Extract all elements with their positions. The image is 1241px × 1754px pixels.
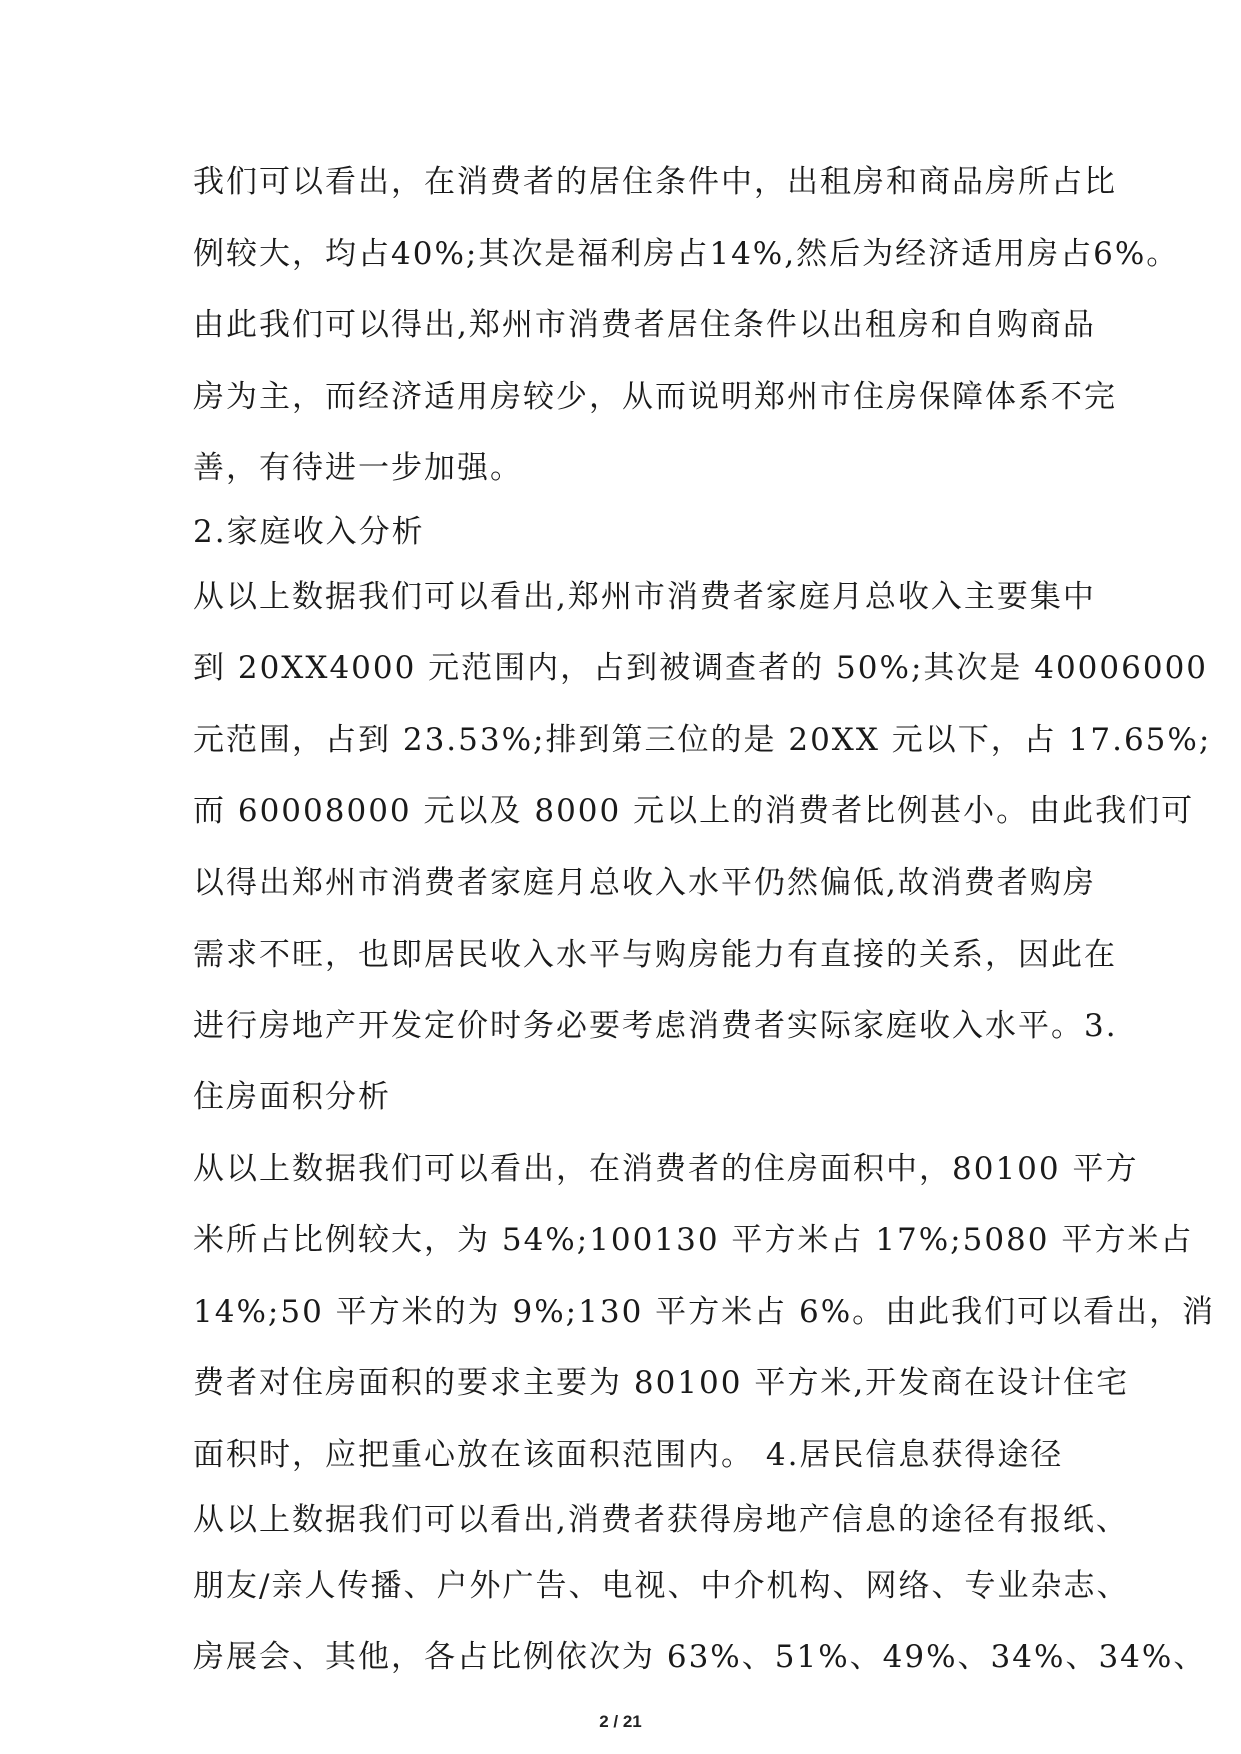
text-line: 费者对住房面积的要求主要为 80100 平方米,开发商在设计住宅: [193, 1365, 1130, 1401]
text-line: 14%;50 平方米的为 9%;130 平方米占 6%。由此我们可以看出，消: [193, 1294, 1216, 1330]
text-line: 由此我们可以得出,郑州市消费者居住条件以出租房和自购商品: [193, 307, 1096, 343]
text-line: 元范围，占到 23.53%;排到第三位的是 20XX 元以下，占 17.65%;: [193, 722, 1212, 758]
text-line: 从以上数据我们可以看出,消费者获得房地产信息的途径有报纸、: [193, 1502, 1129, 1538]
text-line: 从以上数据我们可以看出，在消费者的住房面积中，80100 平方: [193, 1151, 1139, 1187]
text-line: 房为主，而经济适用房较少，从而说明郑州市住房保障体系不完: [193, 379, 1117, 415]
text-line: 朋友/亲人传播、户外广告、电视、中介机构、网络、专业杂志、: [193, 1568, 1130, 1604]
section-heading: 2.家庭收入分析: [193, 514, 425, 550]
text-line: 到 20XX4000 元范围内，占到被调查者的 50%;其次是 40006000: [193, 650, 1209, 686]
section-heading: 住房面积分析: [193, 1079, 391, 1115]
text-line: 而 60008000 元以及 8000 元以上的消费者比例甚小。由此我们可: [193, 793, 1195, 829]
text-line: 进行房地产开发定价时务必要考虑消费者实际家庭收入水平。3.: [193, 1008, 1118, 1044]
text-line: 面积时，应把重心放在该面积范围内。 4.居民信息获得途径: [193, 1437, 1064, 1473]
text-line: 房展会、其他，各占比例依次为 63%、51%、49%、34%、34%、: [193, 1639, 1207, 1675]
page-number: 2 / 21: [599, 1712, 642, 1731]
text-line: 我们可以看出，在消费者的居住条件中，出租房和商品房所占比: [193, 164, 1117, 200]
text-line: 米所占比例较大，为 54%;100130 平方米占 17%;5080 平方米占: [193, 1222, 1194, 1258]
text-line: 例较大，均占40%;其次是福利房占14%,然后为经济适用房占6%。: [193, 236, 1180, 272]
text-line: 从以上数据我们可以看出,郑州市消费者家庭月总收入主要集中: [193, 579, 1096, 615]
text-line: 善，有待进一步加强。: [193, 450, 523, 486]
text-line: 以得出郑州市消费者家庭月总收入水平仍然偏低,故消费者购房: [193, 865, 1096, 901]
text-line: 需求不旺，也即居民收入水平与购房能力有直接的关系，因此在: [193, 937, 1117, 973]
